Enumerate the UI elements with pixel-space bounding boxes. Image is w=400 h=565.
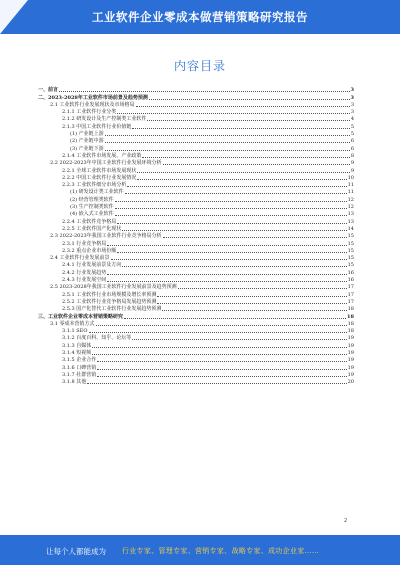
toc-leader-dots xyxy=(149,99,350,100)
toc-entry-label: 2.2.4 工业软件竞争格局 xyxy=(62,218,117,225)
toc-entry[interactable] xyxy=(38,93,354,100)
toc-entry-label: 2.2.5 工业软件国产化现状 xyxy=(62,225,122,232)
toc-entry-page: 13 xyxy=(347,218,354,225)
toc-entry-label: 2.5.2 工业软件行业竞争格局发展趋势预测 xyxy=(62,298,157,305)
toc-entry[interactable] xyxy=(38,341,354,348)
page-number: 2 xyxy=(344,518,348,524)
toc-entry[interactable] xyxy=(38,86,354,93)
toc-entry-page: 20 xyxy=(347,379,354,386)
toc-leader-dots xyxy=(107,245,346,246)
toc-entry-page: 12 xyxy=(347,204,354,211)
toc-entry-label: 3.1.8 其他 xyxy=(62,379,87,386)
toc-entry-label: 一、前言 xyxy=(38,87,59,94)
toc-leader-dots xyxy=(105,142,350,143)
toc-entry[interactable] xyxy=(38,210,354,217)
toc-leader-dots xyxy=(97,369,346,370)
toc-entry-label: 2.1.4 工业软件市场发展、产业政策 xyxy=(62,152,142,159)
toc-entry[interactable] xyxy=(38,108,354,115)
toc-entry[interactable] xyxy=(38,327,354,334)
toc-leader-dots xyxy=(125,193,347,194)
toc-entry[interactable] xyxy=(38,122,354,129)
toc-leader-dots xyxy=(147,120,349,121)
toc-entry-label: (1) 研发设计类工业软件 xyxy=(70,189,124,196)
toc-entry-label: (4) 嵌入式工业软件 xyxy=(70,211,114,218)
toc-entry-label: 2.2.3 工业软件细分市场分析 xyxy=(62,182,127,189)
toc-leader-dots xyxy=(137,179,346,180)
toc-entry[interactable] xyxy=(38,239,354,246)
toc-entry-page: 18 xyxy=(347,306,354,313)
toc-entry[interactable] xyxy=(38,203,354,210)
toc-entry-label: 二、2023-2028年工业软件市场前景及趋势预测 xyxy=(38,94,148,101)
toc-entry[interactable] xyxy=(38,363,354,370)
toc-entry-label: 3.1.5 企业合作 xyxy=(62,357,97,364)
report-title: 工业软件企业零成本做营销策略研究报告 xyxy=(92,10,308,24)
toc-entry[interactable] xyxy=(38,174,354,181)
header-banner xyxy=(0,0,400,34)
toc-entry-label: 3.1.2 百度百科、知乎、论坛等 xyxy=(62,335,132,342)
toc-entry[interactable] xyxy=(38,371,354,378)
toc-heading: 内容目录 xyxy=(173,59,226,73)
toc-entry-label: 2.1.2 研发设计及生产控制类工业软件 xyxy=(62,116,147,123)
table-of-contents xyxy=(38,86,354,385)
toc-entry-page: 10 xyxy=(347,174,354,181)
toc-entry-page: 15 xyxy=(347,247,354,254)
toc-leader-dots xyxy=(107,281,346,282)
toc-entry[interactable] xyxy=(38,349,354,356)
toc-entry[interactable] xyxy=(38,181,354,188)
toc-entry-label: (1) 产业链上游 xyxy=(70,131,104,138)
toc-entry-label: 2.1.1 工业软件行业分类 xyxy=(62,109,117,116)
toc-entry[interactable] xyxy=(38,320,354,327)
toc-entry-label: 2.5.1 工业软件行业市场规模及增长率预测 xyxy=(62,291,157,298)
toc-entry-label: 2.4.3 行业发展空间 xyxy=(62,277,107,284)
toc-entry-label: 2.5.3 国产化替代工业软件行业发展趋势预测 xyxy=(62,306,162,313)
toc-leader-dots xyxy=(122,266,346,267)
toc-entry-label: 2.2 2022-2023年中国工业软件行业发展环境分析 xyxy=(50,160,162,167)
toc-entry-page: 17 xyxy=(347,284,354,291)
toc-entry-label: (2) 经营管理类软件 xyxy=(70,196,114,203)
toc-leader-dots xyxy=(117,223,346,224)
toc-leader-dots xyxy=(89,332,347,333)
toc-leader-dots xyxy=(92,347,346,348)
toc-entry-label: 3.1.1 SEO xyxy=(62,328,88,335)
toc-leader-dots xyxy=(122,230,346,231)
toc-entry-label: 3.1.7 社群营销 xyxy=(62,371,97,378)
toc-entry-label: 3.1.4 短视频 xyxy=(62,349,92,356)
toc-leader-dots xyxy=(105,150,350,151)
toc-entry-label: 2.3 2022-2023年我国工业软件行业竞争格局分析 xyxy=(50,233,162,240)
toc-entry-label: 2.3.1 行业竞争格局 xyxy=(62,240,107,247)
toc-entry[interactable] xyxy=(38,225,354,232)
toc-entry-page: 6 xyxy=(350,138,354,145)
toc-entry[interactable] xyxy=(38,312,354,319)
toc-entry-page: 9 xyxy=(350,167,354,174)
toc-leader-dots xyxy=(178,288,347,289)
toc-entry[interactable] xyxy=(38,283,354,290)
toc-entry[interactable] xyxy=(38,115,354,122)
toc-leader-dots xyxy=(92,354,346,355)
toc-leader-dots xyxy=(115,208,347,209)
toc-entry-page: 13 xyxy=(347,211,354,218)
toc-leader-dots xyxy=(59,91,350,92)
toc-entry[interactable] xyxy=(38,356,354,363)
toc-entry-page: 3 xyxy=(350,109,354,116)
toc-leader-dots xyxy=(105,135,350,136)
toc-leader-dots xyxy=(163,237,347,238)
toc-leader-dots xyxy=(127,186,346,187)
toc-leader-dots xyxy=(117,252,346,253)
toc-entry-page: 5 xyxy=(350,131,354,138)
toc-entry[interactable] xyxy=(38,276,354,283)
toc-entry-page: 19 xyxy=(347,342,354,349)
toc-entry-label: 2.1 工业软件行业发展现状及市场格局 xyxy=(50,101,135,108)
footer-slogan: 让每个人都能成为 xyxy=(46,547,106,556)
toc-entry[interactable] xyxy=(38,217,354,224)
toc-entry[interactable] xyxy=(38,378,354,385)
toc-entry[interactable] xyxy=(38,232,354,239)
toc-entry[interactable] xyxy=(38,166,354,173)
toc-entry-label: (2) 产业链中游 xyxy=(70,138,104,145)
toc-entry-page: 16 xyxy=(347,269,354,276)
toc-leader-dots xyxy=(117,113,350,114)
toc-leader-dots xyxy=(96,325,347,326)
toc-leader-dots xyxy=(124,318,346,319)
toc-entry[interactable] xyxy=(38,298,354,305)
toc-entry-label: 2.4 工业软件行业发展前景 xyxy=(50,255,110,262)
toc-entry-label: 2.1.3 中国工业软件行业价值链 xyxy=(62,123,132,130)
footer-roles: 行业专家、管理专家、营销专家、战略专家、成功企业家…… xyxy=(122,547,320,555)
toc-entry-page: 3 xyxy=(350,87,354,94)
toc-leader-dots xyxy=(87,383,346,384)
toc-entry[interactable] xyxy=(38,195,354,202)
toc-entry-label: 2.2.2 中国工业软件行业发展情况 xyxy=(62,174,137,181)
toc-entry-page: 15 xyxy=(347,240,354,247)
toc-entry-page: 19 xyxy=(347,349,354,356)
toc-entry-label: 三、工业软件企业零成本营销策略研究 xyxy=(38,313,124,320)
toc-leader-dots xyxy=(163,164,350,165)
toc-leader-dots xyxy=(115,201,347,202)
toc-entry-page: 14 xyxy=(347,225,354,232)
toc-entry-page: 5 xyxy=(350,123,354,130)
toc-entry[interactable] xyxy=(38,261,354,268)
toc-entry-label: (3) 生产控制类软件 xyxy=(70,204,114,211)
toc-entry-page: 11 xyxy=(347,189,354,196)
toc-entry[interactable] xyxy=(38,130,354,137)
toc-entry[interactable] xyxy=(38,159,354,166)
toc-entry[interactable] xyxy=(38,137,354,144)
toc-entry-page: 11 xyxy=(347,182,354,189)
toc-entry-page: 6 xyxy=(350,145,354,152)
toc-leader-dots xyxy=(142,157,349,158)
toc-leader-dots xyxy=(162,310,346,311)
toc-entry-page: 18 xyxy=(347,328,354,335)
toc-entry[interactable] xyxy=(38,268,354,275)
toc-leader-dots xyxy=(157,303,346,304)
toc-entry-page: 15 xyxy=(347,262,354,269)
toc-leader-dots xyxy=(107,274,346,275)
footer-banner xyxy=(0,535,400,565)
toc-leader-dots xyxy=(132,339,346,340)
toc-entry-label: 2.4.2 行业发展趋势 xyxy=(62,269,107,276)
toc-entry[interactable] xyxy=(38,254,354,261)
toc-entry-page: 8 xyxy=(350,152,354,159)
toc-entry-page: 9 xyxy=(350,160,354,167)
toc-entry-page: 12 xyxy=(347,196,354,203)
toc-leader-dots xyxy=(115,215,347,216)
toc-entry-page: 4 xyxy=(350,116,354,123)
toc-entry[interactable] xyxy=(38,152,354,159)
toc-entry-page: 18 xyxy=(347,320,354,327)
toc-entry-label: 3.1.6 口碑营销 xyxy=(62,364,97,371)
toc-entry-page: 19 xyxy=(347,364,354,371)
toc-entry-label: 2.5 2023-2028年我国工业软件行业发展前景及趋势预测 xyxy=(50,284,177,291)
toc-leader-dots xyxy=(132,128,349,129)
toc-leader-dots xyxy=(137,172,349,173)
toc-entry[interactable] xyxy=(38,290,354,297)
toc-leader-dots xyxy=(157,296,346,297)
toc-leader-dots xyxy=(97,361,346,362)
toc-leader-dots xyxy=(136,106,350,107)
toc-entry-page: 19 xyxy=(347,371,354,378)
toc-entry[interactable] xyxy=(38,101,354,108)
toc-entry-page: 15 xyxy=(347,233,354,240)
toc-entry-page: 16 xyxy=(347,277,354,284)
toc-leader-dots xyxy=(97,376,346,377)
toc-entry[interactable] xyxy=(38,144,354,151)
toc-entry[interactable] xyxy=(38,188,354,195)
toc-entry[interactable] xyxy=(38,334,354,341)
toc-entry-label: (3) 产业链下游 xyxy=(70,145,104,152)
toc-entry-page: 19 xyxy=(347,357,354,364)
toc-entry[interactable] xyxy=(38,247,354,254)
toc-entry-page: 3 xyxy=(350,94,354,101)
toc-entry-page: 19 xyxy=(347,335,354,342)
toc-entry-label: 3.1.3 自媒体 xyxy=(62,342,92,349)
toc-entry-page: 17 xyxy=(347,291,354,298)
toc-entry-page: 15 xyxy=(347,255,354,262)
toc-entry-label: 2.4.1 行业发展前景及方向 xyxy=(62,262,122,269)
toc-entry-page: 3 xyxy=(350,101,354,108)
toc-entry-label: 2.3.2 重点企业市场份额 xyxy=(62,247,117,254)
toc-entry-page: 18 xyxy=(347,313,354,320)
toc-entry[interactable] xyxy=(38,305,354,312)
toc-entry-page: 17 xyxy=(347,298,354,305)
toc-leader-dots xyxy=(111,259,347,260)
toc-entry-label: 3.1 零成本营销方式 xyxy=(50,320,95,327)
toc-entry-label: 2.2.1 全球工业软件市场发展现状 xyxy=(62,167,137,174)
